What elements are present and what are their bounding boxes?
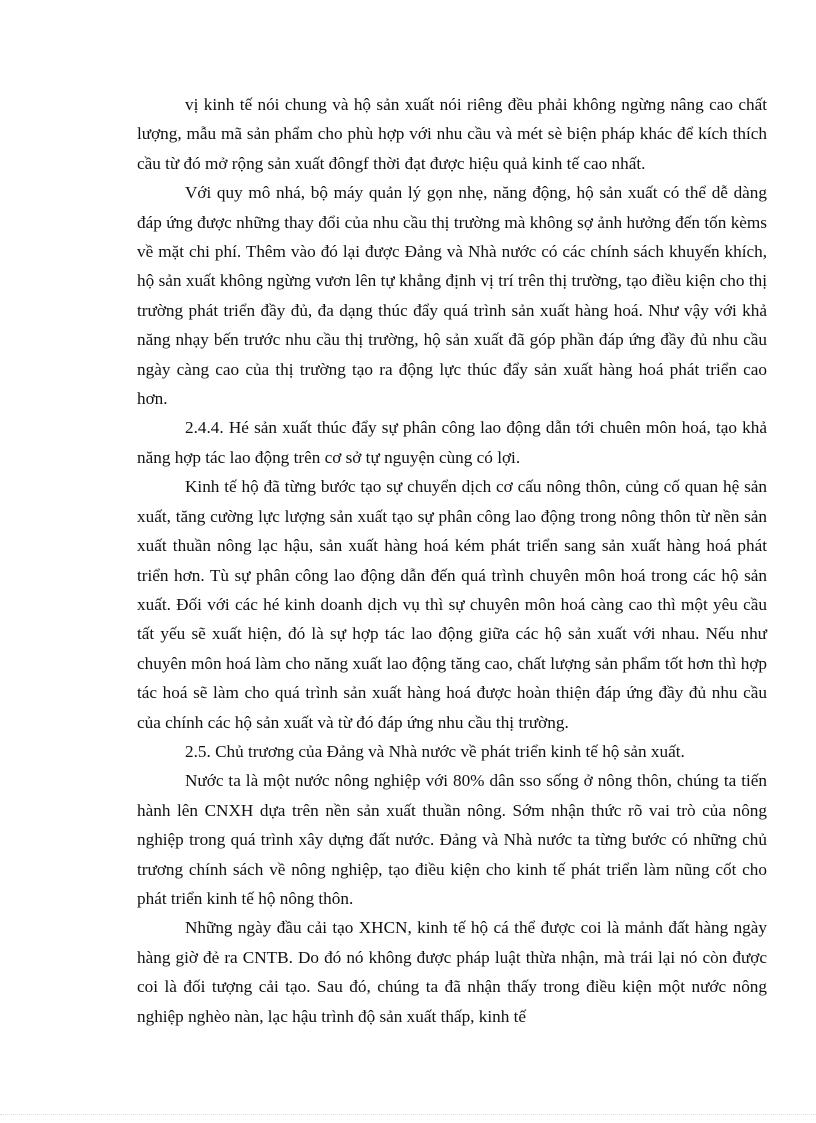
section-heading-2-5: 2.5. Chủ trương của Đảng và Nhà nước về phát triển kinh tế hộ sản xuất. xyxy=(185,741,685,761)
paragraph-household-flexibility: Với quy mô nhá, bộ máy quản lý gọn nhẹ, năng động, hộ sản xuất có thể dễ dàng đáp ứng được những thay đổi của nhu cầu thị trường mà không sợ ảnh hưởng đến tốn kèms về mặt chi phí. Thêm vào đó lại được Đảng và Nhà nước có các chính sách khuyến khích, hộ sản xuất không ngừng vươn lên tự khẳng định vị trí trên thị trường, tạo điều kiện cho thị trường phát triển đầy đủ, đa dạng thúc đẩy quá trình sản xuất hàng hoá. Như vậy với khả năng nhạy bến trước nhu cầu thị trường, hộ sản xuất đã góp phần đáp ứng đầy đủ nhu cầu ngày càng cao của thị trường tạo ra động lực thúc đẩy sản xuất hàng hoá phát triển cao hơn. xyxy=(137,183,767,409)
section-heading-2-4-4: 2.4.4. Hé sản xuất thúc đẩy sự phân công lao động dẫn tới chuên môn hoá, tạo khả năng hợp tác lao động trên cơ sở tự nguyện cùng có lợi. xyxy=(137,418,767,467)
paragraph-labor-specialization: Kinh tế hộ đã từng bước tạo sự chuyển dịch cơ cấu nông thôn, củng cố quan hệ sản xuất, tăng cường lực lượng sản xuất tạo sự phân công lao động trong nông thôn từ nền sản xuất thuần nông lạc hậu, sản xuất hàng hoá kém phát triển sang sản xuất hàng hoá phát triển hơn. Tù sự phân công lao động dẫn đến quá trình chuyên môn hoá trong các hộ sản xuất. Đối với các hé kinh doanh dịch vụ thì sự chuyên môn hoá càng cao thì một yêu cầu tất yếu sẽ xuất hiện, đó là sự hợp tác lao động giữa các hộ sản xuất với nhau. Nếu như chuyên môn hoá làm cho năng xuất lao động tăng cao, chất lượng sản phẩm tốt hơn thì hợp tác hoá sẽ làm cho quá trình sản xuất hàng hoá được hoàn thiện đáp ứng đầy đủ nhu cầu của chính các hộ sản xuất và từ đó đáp ứng nhu cầu thị trường. xyxy=(137,477,767,732)
page-bottom-divider xyxy=(0,1114,816,1115)
paragraph-continuation: vị kinh tế nói chung và hộ sản xuất nói riêng đều phải không ngừng nâng cao chất lượng, mẫu mã sản phẩm cho phù hợp với nhu cầu và mét sè biện pháp khác để kích thích cầu từ đó mở rộng sản xuất đôngf thời đạt được hiệu quả kinh tế cao nhất. xyxy=(137,95,767,173)
paragraph-socialist-reform: Những ngày đầu cải tạo XHCN, kinh tế hộ cá thể được coi là mảnh đất hàng ngày hàng giờ đẻ ra CNTB. Do đó nó không được pháp luật thừa nhận, mà trái lại nó còn được coi là đối tượng cải tạo. Sau đó, chúng ta đã nhận thấy trong điều kiện một nước nông nghiệp nghèo nàn, lạc hậu trình độ sản xuất thấp, kinh tế xyxy=(137,918,767,1026)
paragraph-agricultural-country: Nước ta là một nước nông nghiệp với 80% dân sso sống ở nông thôn, chúng ta tiến hành lên CNXH dựa trên nền sản xuất thuần nông. Sớm nhận thức rõ vai trò của nông nghiệp trong quá trình xây dựng đất nước. Đảng và Nhà nước ta từng bước có những chủ trương chính sách về nông nghiệp, tạo điều kiện cho kinh tế phát triển làm nũng cốt cho phát triển kinh tế hộ nông thôn. xyxy=(137,771,767,908)
document-body xyxy=(137,90,767,1031)
